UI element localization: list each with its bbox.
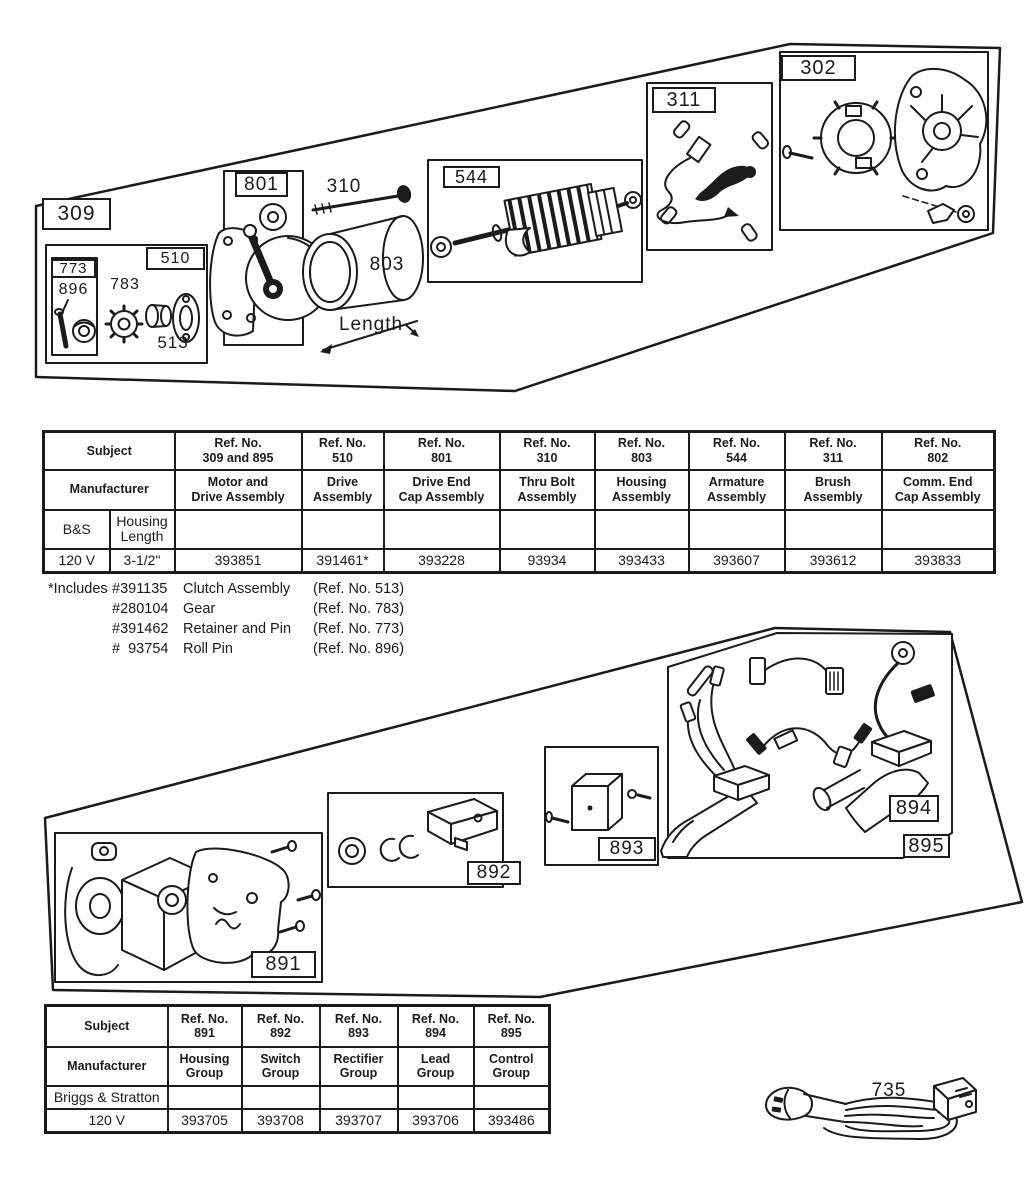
ref-line: Ref. No. bbox=[180, 1011, 229, 1026]
callout-box-895: 895 bbox=[903, 834, 950, 858]
header-group bbox=[474, 1047, 550, 1086]
header-assembly bbox=[500, 470, 595, 510]
header-manufacturer: Manufacturer bbox=[44, 470, 175, 510]
assembly-line: Assembly bbox=[803, 489, 863, 504]
header-ref bbox=[175, 432, 302, 470]
assembly-line: Cap Assembly bbox=[894, 489, 981, 504]
ref-line: Ref. No. bbox=[411, 1011, 460, 1026]
empty-cell bbox=[785, 510, 882, 549]
part-number-cell: 93934 bbox=[500, 549, 595, 573]
header-subject: Subject bbox=[44, 432, 175, 470]
footnote-line bbox=[48, 599, 404, 619]
empty-cell bbox=[168, 1086, 242, 1109]
ref-line: 892 bbox=[270, 1026, 291, 1041]
header-subject: Subject bbox=[46, 1006, 168, 1047]
assembly-line: Drive bbox=[326, 475, 359, 490]
table-row bbox=[46, 1047, 550, 1086]
part-number-cell: 393708 bbox=[242, 1109, 320, 1133]
ref-line: Ref. No. bbox=[617, 436, 666, 451]
part-number-cell: 393228 bbox=[384, 549, 500, 573]
part-number-cell: 393707 bbox=[320, 1109, 398, 1133]
footnote-part-number: #391462 bbox=[112, 621, 169, 637]
header-group bbox=[320, 1047, 398, 1086]
callout-box-892: 892 bbox=[467, 861, 521, 885]
part-number-cell: 391461* bbox=[302, 549, 384, 573]
ref-line: 894 bbox=[425, 1026, 446, 1041]
part-number-cell: 393833 bbox=[882, 549, 995, 573]
callout-box-773: 773 bbox=[51, 259, 96, 278]
callout-896: 896 bbox=[58, 281, 89, 298]
footnote-part-name: Roll Pin bbox=[183, 641, 233, 657]
callout-310: 310 bbox=[326, 176, 362, 197]
callout-783: 783 bbox=[110, 276, 140, 293]
header-ref bbox=[500, 432, 595, 470]
empty-cell bbox=[320, 1086, 398, 1109]
assembly-line: Comm. End bbox=[903, 475, 973, 490]
empty-cell bbox=[689, 510, 785, 549]
ref-line: 893 bbox=[348, 1026, 369, 1041]
header-assembly bbox=[384, 470, 500, 510]
header-group bbox=[398, 1047, 474, 1086]
part-number-cell: 393705 bbox=[168, 1109, 242, 1133]
housing-line: Housing bbox=[116, 512, 168, 529]
header-manufacturer: Manufacturer bbox=[46, 1047, 168, 1086]
callout-box-891: 891 bbox=[251, 951, 316, 978]
group-line: Switch bbox=[260, 1051, 301, 1066]
header-ref bbox=[320, 1006, 398, 1047]
group-line: Group bbox=[416, 1066, 455, 1080]
ref-line: 310 bbox=[536, 450, 558, 465]
empty-cell bbox=[882, 510, 995, 549]
header-assembly bbox=[785, 470, 882, 510]
header-ref bbox=[595, 432, 689, 470]
group-line: Group bbox=[261, 1066, 300, 1080]
footnote-part-number: #280104 bbox=[112, 601, 169, 617]
ref-line: Ref. No. bbox=[318, 436, 367, 451]
header-assembly bbox=[689, 470, 785, 510]
ref-line: 544 bbox=[726, 450, 747, 465]
group-line: Group bbox=[492, 1066, 530, 1080]
footnote-lead: *Includes bbox=[48, 581, 108, 597]
ref-line: 895 bbox=[500, 1026, 522, 1041]
callout-box-311: 311 bbox=[652, 87, 716, 113]
table-row bbox=[44, 549, 995, 573]
assembly-line: Brush bbox=[814, 475, 852, 490]
header-ref bbox=[168, 1006, 242, 1047]
voltage-cell: 120 V bbox=[46, 1109, 168, 1133]
table-row bbox=[44, 432, 995, 470]
housing-length-header bbox=[110, 510, 175, 549]
header-assembly bbox=[595, 470, 689, 510]
header-ref bbox=[882, 432, 995, 470]
group-line: Rectifier bbox=[333, 1051, 384, 1066]
header-ref bbox=[302, 432, 384, 470]
ref-line: Ref. No. bbox=[334, 1011, 383, 1026]
ref-line: Ref. No. bbox=[256, 1011, 305, 1026]
assembly-line: Housing bbox=[616, 475, 667, 490]
housing-line: Length bbox=[120, 528, 164, 544]
lead-group-894-drawing bbox=[661, 633, 952, 858]
ref-line: 802 bbox=[927, 450, 949, 465]
empty-cell bbox=[384, 510, 500, 549]
assembly-line: Thru Bolt bbox=[519, 475, 575, 490]
footnote-part-name: Clutch Assembly bbox=[183, 581, 291, 597]
footnote-ref: (Ref. No. 773) bbox=[313, 621, 405, 637]
assembly-line: Assembly bbox=[706, 489, 767, 504]
callout-735: 735 bbox=[871, 1080, 907, 1101]
assembly-line: Assembly bbox=[517, 489, 577, 504]
ref-line: Ref. No. bbox=[809, 436, 857, 451]
length-label: Length bbox=[338, 314, 404, 335]
footnote-part-number: #391135 bbox=[112, 581, 168, 597]
header-assembly bbox=[175, 470, 302, 510]
ref-line: Ref. No. bbox=[523, 436, 571, 451]
part-number-cell: 393851 bbox=[175, 549, 302, 573]
group-line: Group bbox=[185, 1066, 224, 1080]
part-number-cell: 393706 bbox=[398, 1109, 474, 1133]
callout-box-309: 309 bbox=[42, 198, 111, 230]
table-row bbox=[44, 510, 995, 549]
empty-cell bbox=[242, 1086, 320, 1109]
assembly-line: Drive Assembly bbox=[191, 489, 285, 504]
part-number-cell: 393486 bbox=[474, 1109, 550, 1133]
header-ref bbox=[474, 1006, 550, 1047]
assembly-line: Motor and bbox=[207, 475, 269, 490]
part-number-cell: 393433 bbox=[595, 549, 689, 573]
starter-groups-table bbox=[44, 1004, 551, 1134]
ref-line: 891 bbox=[194, 1026, 215, 1041]
header-ref bbox=[242, 1006, 320, 1047]
empty-cell bbox=[595, 510, 689, 549]
ref-line: 311 bbox=[822, 450, 844, 465]
ref-line: 803 bbox=[631, 450, 652, 465]
part-number-cell: 393607 bbox=[689, 549, 785, 573]
footnote-part-name: Gear bbox=[183, 601, 216, 617]
header-assembly bbox=[302, 470, 384, 510]
footnote-line bbox=[48, 579, 404, 599]
footnote-part-name: Retainer and Pin bbox=[183, 621, 292, 637]
ref-line: Ref. No. bbox=[214, 436, 262, 451]
ref-line: Ref. No. bbox=[914, 436, 962, 451]
callout-box-302: 302 bbox=[781, 55, 856, 81]
assembly-line: Cap Assembly bbox=[398, 489, 485, 504]
part-number-cell: 393612 bbox=[785, 549, 882, 573]
callout-803: 803 bbox=[369, 254, 405, 275]
table-row bbox=[46, 1006, 550, 1047]
assembly-line: Assembly bbox=[611, 489, 672, 504]
callout-box-894: 894 bbox=[889, 795, 939, 822]
callout-box-510: 510 bbox=[146, 247, 205, 270]
assembly-line: Armature bbox=[708, 475, 765, 490]
empty-cell bbox=[398, 1086, 474, 1109]
footnote-line bbox=[48, 639, 404, 659]
callout-box-801: 801 bbox=[235, 172, 288, 197]
header-ref bbox=[689, 432, 785, 470]
ref-line: Ref. No. bbox=[417, 436, 466, 451]
brand-cell: B&S bbox=[44, 510, 110, 549]
footnote-line bbox=[48, 619, 404, 639]
ref-line: 510 bbox=[332, 450, 353, 465]
header-ref bbox=[785, 432, 882, 470]
starter-motor-parts-table bbox=[42, 430, 996, 574]
table-row bbox=[46, 1086, 550, 1109]
housing-length-value: 3-1/2" bbox=[110, 549, 175, 573]
ref-line: 309 and 895 bbox=[202, 450, 274, 465]
ref-line: Ref. No. bbox=[712, 436, 761, 451]
ref-line: 801 bbox=[431, 450, 452, 465]
ref-line: Ref. No. bbox=[487, 1011, 535, 1026]
header-ref bbox=[398, 1006, 474, 1047]
assembly-line: Assembly bbox=[312, 489, 373, 504]
footnote-ref: (Ref. No. 783) bbox=[313, 601, 405, 617]
empty-cell bbox=[302, 510, 384, 549]
header-ref bbox=[384, 432, 500, 470]
footnote-part-number: # 93754 bbox=[112, 641, 169, 657]
table-row bbox=[44, 470, 995, 510]
header-group bbox=[242, 1047, 320, 1086]
callout-box-544: 544 bbox=[443, 166, 500, 188]
footnote-ref: (Ref. No. 513) bbox=[313, 581, 405, 597]
voltage-cell: 120 V bbox=[44, 549, 110, 573]
assembly-line: Drive End bbox=[412, 475, 471, 490]
callout-513: 513 bbox=[157, 333, 189, 352]
empty-cell bbox=[474, 1086, 550, 1109]
brand-cell: Briggs & Stratton bbox=[46, 1086, 168, 1109]
footnote bbox=[48, 579, 404, 659]
callout-box-893: 893 bbox=[598, 837, 656, 861]
group-line: Housing bbox=[179, 1051, 230, 1066]
header-assembly bbox=[882, 470, 995, 510]
header-group bbox=[168, 1047, 242, 1086]
empty-cell bbox=[500, 510, 595, 549]
group-line: Control bbox=[489, 1051, 534, 1066]
group-line: Lead bbox=[420, 1051, 451, 1066]
group-line: Group bbox=[339, 1066, 378, 1080]
footnote-ref: (Ref. No. 896) bbox=[313, 641, 405, 657]
empty-cell bbox=[175, 510, 302, 549]
table-row bbox=[46, 1109, 550, 1133]
